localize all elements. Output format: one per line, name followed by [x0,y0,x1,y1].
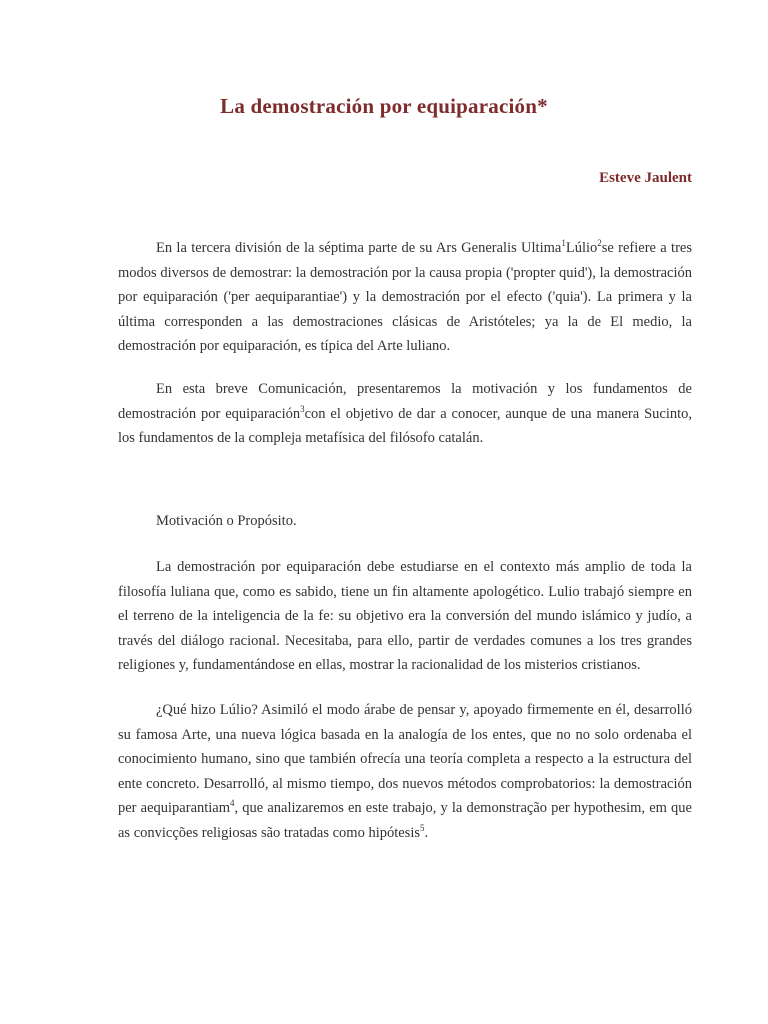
paragraph-text: Lúlio [565,240,598,256]
paragraph-text: En esta breve Comunicación, presentaremos la motivación y los fundamentos de demostración por equiparación [118,381,692,422]
document-title: La demostración por equiparación* [220,94,548,118]
footnote-ref-5[interactable]: 5 [420,822,425,833]
paragraph-text: ¿Qué hizo Lúlio? Asimiló el modo árabe de pensar y, apoyado firmemente en él, desarrolló su famosa Arte, una nueva lógica basada en la analogía de los entes, que no no solo ordenaba el conocimiento humano, sino que también ofrecía una teoría completa a respecto a la estructura del ente concreto. Desarrolló, al mismo tiempo, dos nuevos métodos comprobatorios: la demostración per aequiparantiam [118,702,692,816]
author-name: Esteve Jaulent [599,170,692,186]
paragraph-intro [118,236,692,359]
paragraph-motivation: La demostración por equiparación debe estudiarse en el contexto más amplio de toda la filosofía luliana que, como es sabido, tiene un fin altamente apologético. Lulio trabajó siempre en el terreno de la inteligencia de la fe: su objetivo era la conversión del mundo islámico y judío, a través del diálogo racional. Necesitaba, para ello, partir de verdades comunes a los tres grandes religiones y, fundamentándose en ellas, mostrar la racionalidad de los misterios cristianos. [118,559,692,673]
paragraph-text: con el objetivo de dar a conocer, aunque de una manera Sucinto, los fundamentos de la compleja metafísica del filósofo catalán. [118,405,692,446]
paragraph-text: , que analizaremos en este trabajo, y la demonstração per hypothesim, em que as convicções religiosas são tratadas como hipótesis [118,800,692,841]
paragraph-text: . [424,824,429,841]
paragraph-text: En la tercera división de la séptima parte de su Ars Generalis Ultima [156,240,562,256]
footnote-ref-3[interactable]: 3 [300,403,305,414]
paragraph-communication [118,377,692,451]
paragraph-text: se refiere a tres modos diversos de demostrar: la demostración por la causa propia ('propter quid'), la demostración por equiparación ('per aequiparantiae') y la demostración por el efecto ('quia'). La primera y la última corresponden a las demostraciones clásicas de Aristóteles; ya la de El medio, la demostración por equiparación, es típica del Arte luliano. [118,240,692,354]
paragraph-lulio [118,698,692,845]
footnote-ref-1[interactable]: 1 [561,238,566,249]
footnote-ref-2[interactable]: 2 [597,238,602,249]
footnote-ref-4[interactable]: 4 [230,798,235,809]
section-heading: Motivación o Propósito. [156,513,297,529]
